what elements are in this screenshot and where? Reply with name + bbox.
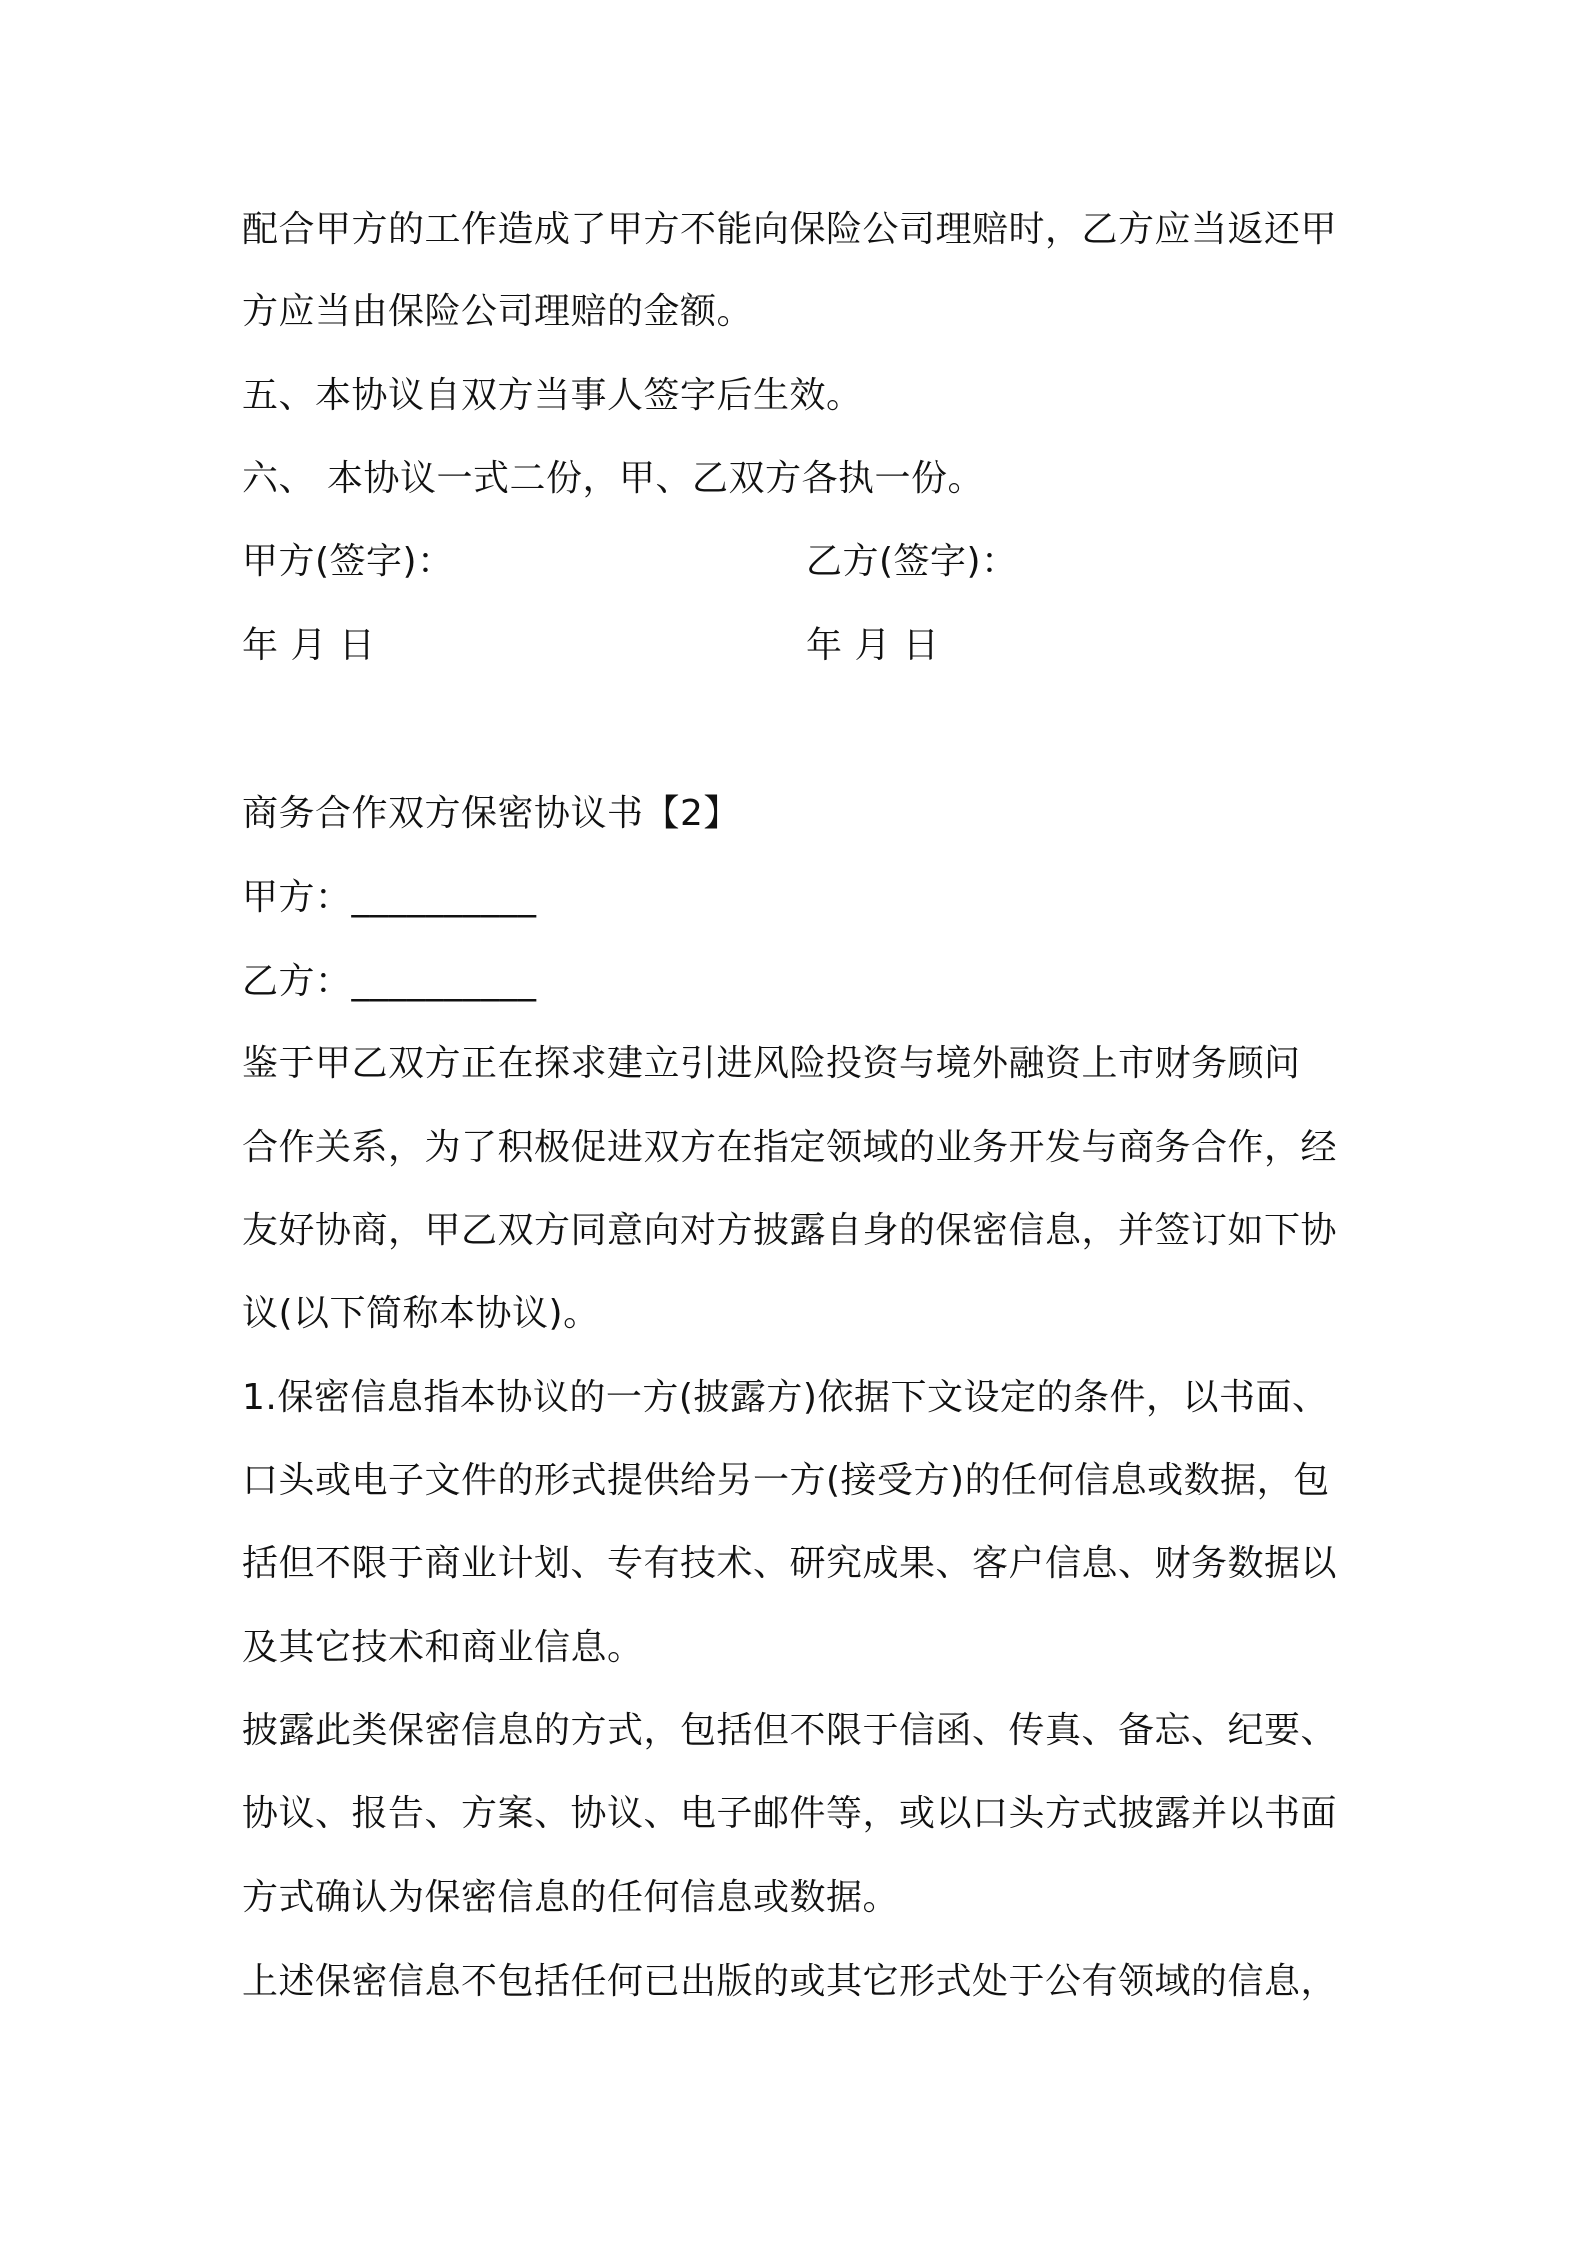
party-b-field: 乙方：__________ bbox=[242, 961, 537, 1002]
intro-line: 鉴于甲乙双方正在探求建立引进风险投资与境外融资上市财务顾问 bbox=[242, 1043, 1301, 1084]
clause-one-line: 括但不限于商业计划、专有技术、研究成果、客户信息、财务数据以 bbox=[242, 1543, 1338, 1584]
paragraph-line: 方应当由保险公司理赔的金额。 bbox=[242, 291, 754, 332]
party-a-field: 甲方：__________ bbox=[242, 877, 537, 918]
party-b-signature-label: 乙方(签字)： bbox=[806, 541, 1018, 582]
clause-one-line: 及其它技术和商业信息。 bbox=[242, 1627, 644, 1668]
clause-one-line: 1.保密信息指本协议的一方(披露方)依据下文设定的条件，以书面、 bbox=[242, 1377, 1329, 1418]
disclosure-line: 披露此类保密信息的方式，包括但不限于信函、传真、备忘、纪要、 bbox=[242, 1710, 1338, 1751]
party-b-date-label: 年 月 日 bbox=[806, 625, 940, 666]
intro-line: 议(以下简称本协议)。 bbox=[242, 1293, 600, 1334]
paragraph-line: 配合甲方的工作造成了甲方不能向保险公司理赔时，乙方应当返还甲 bbox=[242, 209, 1338, 250]
party-a-date-label: 年 月 日 bbox=[242, 625, 376, 666]
disclosure-line: 方式确认为保密信息的任何信息或数据。 bbox=[242, 1877, 900, 1918]
party-a-signature-label: 甲方(签字)： bbox=[242, 541, 454, 582]
intro-line: 合作关系，为了积极促进双方在指定领域的业务开发与商务合作，经 bbox=[242, 1127, 1338, 1168]
clause-one-line: 口头或电子文件的形式提供给另一方(接受方)的任何信息或数据，包 bbox=[242, 1460, 1330, 1501]
intro-line: 友好协商，甲乙双方同意向对方披露自身的保密信息，并签订如下协 bbox=[242, 1210, 1338, 1251]
clause-six: 六、 本协议一式二份，甲、乙双方各执一份。 bbox=[242, 458, 984, 499]
agreement-title: 商务合作双方保密协议书【2】 bbox=[242, 793, 740, 834]
clause-five: 五、本协议自双方当事人签字后生效。 bbox=[242, 375, 863, 416]
exclusion-line: 上述保密信息不包括任何已出版的或其它形式处于公有领域的信息， bbox=[242, 1961, 1338, 2002]
disclosure-line: 协议、报告、方案、协议、电子邮件等，或以口头方式披露并以书面 bbox=[242, 1793, 1338, 1834]
